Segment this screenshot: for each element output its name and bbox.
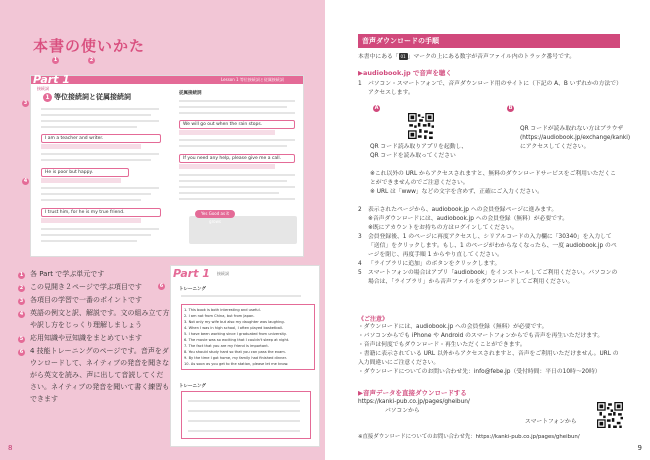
sample-part-sub: 接続詞	[37, 86, 49, 91]
method-a-line-1: QR コード読み取りアプリを起動し、	[370, 144, 468, 150]
training-line: 9. By the time I got home, my family had finished dinner.	[184, 356, 287, 360]
step-text: 表示されたページから、audiobook.jp への会員登録ページに進みます。	[368, 207, 558, 213]
sample-page-lesson	[30, 75, 304, 257]
url-note	[370, 170, 620, 197]
sample-heading-num: 1	[43, 93, 52, 102]
callout-2: 2	[89, 57, 94, 63]
example-sentence-1: I am a teacher and writer.	[41, 134, 161, 143]
text-line	[179, 106, 287, 108]
step-item	[358, 215, 620, 224]
training-line: 8. You should study hard so that you can pass the exam.	[184, 350, 286, 354]
url-note-1: ※これ以外の URL からアクセスされますと、無料のダウンロードサービスをご利用いただくことができませんのでご注意ください。	[370, 171, 616, 186]
step-num: 2	[358, 207, 362, 213]
example-sentence-5: If you need any help, please give me a call.	[179, 154, 295, 163]
step-num: 5	[358, 270, 362, 276]
page-number-right: 9	[637, 444, 642, 452]
usage-item-text: 各項目の学習で一番のポイントです	[30, 296, 142, 304]
step-num: 4	[358, 261, 362, 267]
direct-download-heading: ▶音声データを直接ダウンロードする	[358, 389, 467, 397]
text-line	[41, 187, 159, 189]
usage-item-num: 3	[19, 298, 24, 304]
usage-item-num: 4	[19, 311, 24, 317]
step-text: 「ライブラリに追加」のボタンをクリックします。	[368, 261, 501, 267]
direct-note: ※直接ダウンロードについてのお問い合わせ先：https://kanki-pub.co.jp/pages/gheibun/	[358, 434, 580, 440]
sample-heading	[43, 92, 131, 102]
step-num: 1	[358, 81, 362, 87]
text-line	[41, 153, 159, 155]
step-item	[358, 80, 620, 98]
training-line: 4. When I was in high school, I often played basketball.	[184, 326, 284, 330]
smartphone-label: スマートフォンから	[525, 419, 577, 425]
text-line	[188, 400, 300, 402]
text-line	[41, 199, 141, 201]
callout-6: 6	[159, 283, 164, 289]
step-text: 会員登録後、1 のページに再度アクセスし、シリアルコードの入力欄に「30340」を入力して「送信」をクリックします。もし、1 のページがわからなくなったら、一度 audiobook.jp のページを閉じ、再度手順 1 からやり直してください。	[368, 234, 617, 258]
qr-code-icon	[408, 113, 434, 139]
step-item	[358, 233, 620, 260]
intro-text-a: 本書中にある「	[358, 54, 399, 60]
page-title: 本書の使いかた	[33, 37, 146, 55]
sample-lesson-label: Lesson 1 等位接続詞と従属接続詞	[221, 77, 284, 82]
usage-item-text: この見開き２ページで学ぶ項目です	[30, 283, 142, 291]
method-b-line-3: にアクセスしてください。	[520, 144, 590, 150]
text-line	[179, 192, 279, 194]
step-text: ※音声ダウンロードには、audiobook.jp への会員登録（無料）が必要です。	[368, 216, 569, 222]
qr-code-direct[interactable]	[597, 402, 623, 428]
notes-list	[358, 323, 620, 377]
sample-heading-text: 等位接続詞と従属接続詞	[54, 93, 131, 101]
usage-item-text: 英語の例文と訳、解説です。文の組み立て方や訳し方をじっくり理解しましょう	[30, 309, 170, 329]
steps-list	[358, 206, 620, 287]
text-line	[41, 120, 159, 122]
training-line: 2. I am not from China, but from Japan.	[184, 314, 255, 318]
text-line	[41, 240, 137, 242]
example-note	[179, 164, 275, 169]
step-item	[358, 269, 620, 287]
training-line: 7. The fact that you are my friend is important.	[184, 344, 269, 348]
page-number-left: 8	[8, 444, 13, 452]
text-line	[41, 108, 159, 110]
step-item	[358, 206, 620, 215]
usage-item-num: 1	[19, 272, 24, 278]
tip-box	[189, 216, 297, 244]
method-b-badge: B	[508, 105, 513, 111]
note-item: ・音声は何度でもダウンロード・再生いただくことができます。	[358, 342, 526, 348]
note-item: ・ダウンロードについてのお問い合わせ先：info@febe.jp（受付時間：平日の10時〜20時）	[358, 369, 601, 375]
step-num	[358, 224, 368, 233]
text-line	[41, 159, 151, 161]
method-a-badge: A	[374, 105, 379, 111]
usage-item	[18, 281, 170, 293]
step-text: スマートフォンの場合はアプリ「audiobook」をインストールしてご利用ください。パソコンの場合は、「ライブラリ」から音声ファイルをダウンロードしてご利用ください。	[368, 270, 618, 285]
text-line	[41, 126, 137, 128]
example-note	[41, 144, 141, 149]
training-line: 5. I have been working since I graduated from university.	[184, 332, 287, 336]
step-item	[358, 224, 620, 233]
usage-item	[18, 294, 170, 306]
note-item: ・書籍に表示されている URL 以外からアクセスされますと、音声をご利用いただけません。URL の入力間違いにご注意ください。	[358, 351, 619, 366]
text-line	[179, 186, 295, 188]
text-line	[41, 193, 151, 195]
usage-item	[18, 307, 170, 331]
url-note-2: ※ URL は「www」などの文字を含めず、正確にご入力ください。	[370, 189, 543, 195]
sample2-writing-box	[181, 391, 311, 439]
usage-item-num: 2	[19, 285, 24, 291]
usage-item-text: 応用知識や豆知識をまとめています	[30, 334, 142, 342]
sample2-training-title-2: トレーニング	[179, 384, 206, 389]
text-line	[41, 234, 151, 236]
usage-item-num: 6	[19, 349, 24, 355]
usage-item	[18, 268, 170, 280]
usage-list	[18, 268, 170, 406]
training-line: 1. This book is both interesting and useful.	[184, 308, 261, 312]
text-line	[188, 410, 300, 412]
note-item: ・ダウンロードには、audiobook.jp への会員登録（無料）が必要です。	[358, 324, 548, 330]
step-text: パソコン・スマートフォンで、音声ダウンロード用のサイトに（下記の A、B いずれかの方法で）アクセスします。	[368, 81, 619, 96]
sample2-training-list	[181, 304, 315, 370]
direct-url[interactable]: https://kanki-pub.co.jp/pages/gheibun/	[358, 399, 470, 405]
text-line	[179, 100, 295, 102]
training-line: 6. The movie was so exciting that I couldn't sleep at night.	[184, 338, 290, 342]
example-note	[41, 218, 141, 223]
usage-item-text: 各 Part で学ぶ単元です	[30, 270, 105, 278]
intro-text	[358, 53, 620, 62]
audiobook-heading: ▶audiobook.jp で音声を聴く	[358, 69, 452, 77]
text-line	[188, 430, 300, 432]
text-line	[179, 112, 295, 114]
text-line	[179, 139, 295, 141]
usage-item	[18, 332, 170, 344]
callout-1: 1	[53, 57, 58, 63]
method-b-line-1: QR コードが読み取れない方はブラウザ	[520, 126, 624, 132]
usage-item	[18, 345, 170, 405]
usage-item-text: 4 技能トレーニングのページです。音声をダウンロードして、ネイティブの発音を聞きながら英文を読み、声に出して音読してください。ネイティブの発音を聞いて書く練習もできます	[30, 347, 170, 403]
sample2-part-sub: 接続詞	[217, 271, 229, 276]
step-num	[358, 215, 368, 224]
right-page	[325, 0, 650, 460]
text-line	[41, 228, 159, 230]
pc-label: パソコンから	[385, 408, 420, 414]
sample-page-training	[170, 265, 320, 447]
text-line	[179, 180, 287, 182]
example-sentence-4: We will go out when the rain stops.	[179, 120, 295, 129]
tip-tag: Yes Good as it grows	[195, 210, 235, 218]
sample-right-heading: 従属接続詞	[179, 91, 202, 96]
sample2-part-label: Part 1	[173, 267, 210, 280]
example-note	[179, 130, 275, 135]
callout-3: 3	[23, 100, 28, 106]
usage-item-num: 5	[19, 336, 24, 342]
sample-part-label: Part 1	[33, 73, 70, 86]
method-a-line-2: QR コードを読み取ってください	[370, 153, 456, 159]
text-line	[179, 145, 287, 147]
text-line	[41, 114, 151, 116]
intro-text-b: 」マークの上にある数字が音声ファイル内のトラック番号です。	[407, 54, 576, 60]
step-item	[358, 260, 620, 269]
track-icon: 01	[400, 54, 406, 59]
method-a-text	[370, 143, 490, 161]
text-line	[188, 420, 300, 422]
example-sentence-2: He is poor but happy.	[41, 168, 129, 177]
sample2-training-title: トレーニング	[179, 287, 206, 292]
example-sentence-3: I trust him, for he is my true friend.	[41, 208, 161, 217]
notes-title: 《ご注意》	[358, 316, 389, 323]
method-b-url[interactable]: (https://audiobook.jp/exchange/kanki)	[520, 135, 631, 141]
note-item: ・パソコンからでも iPhone や Android のスマートフォンからでも音声を再生いただけます。	[358, 333, 604, 339]
training-line: 3. Not only my wife but also my daughter was laughing.	[184, 320, 285, 324]
example-note	[41, 178, 121, 183]
callout-4: 4	[23, 178, 28, 184]
step-text: ※既にアカウントをお持ちの方はログインしてください。	[368, 225, 518, 231]
qr-code-icon	[597, 402, 623, 428]
text-line	[181, 295, 301, 297]
text-line	[179, 174, 295, 176]
training-line: 10. As soon as you get to the station, please let me know.	[184, 362, 289, 366]
qr-code-a[interactable]	[408, 113, 434, 139]
step-num: 3	[358, 234, 362, 240]
method-b-text	[520, 125, 650, 152]
section-title: 音声ダウンロードの手順	[358, 34, 620, 48]
text-line	[179, 198, 295, 200]
